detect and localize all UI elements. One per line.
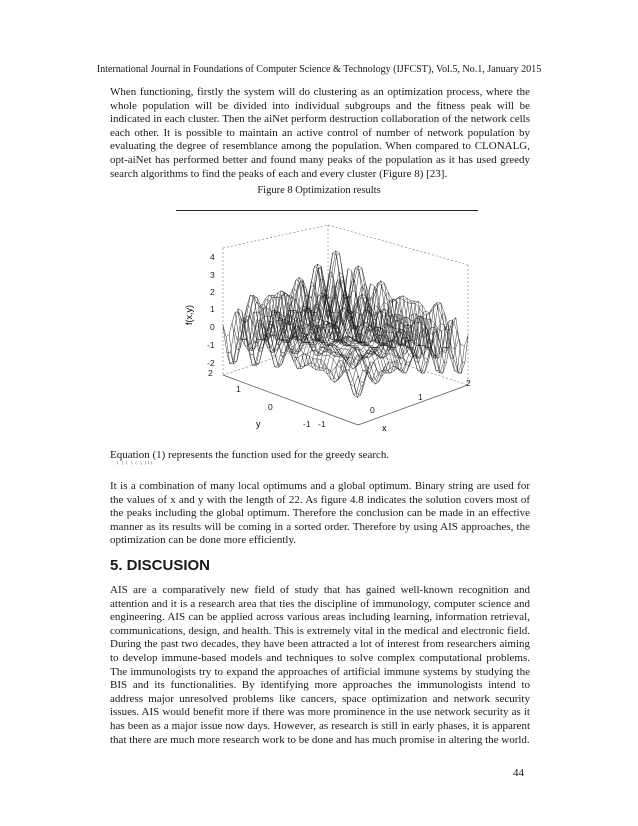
equation-sentence: Equation (1) represents the function used for the greedy search. [110, 449, 390, 461]
equation-fragment: ( ) ( ) ( ) (1) [117, 460, 153, 465]
z-tick-label: 0 [210, 322, 215, 332]
y-tick-label: -1 [303, 419, 311, 429]
x-tick-label: -1 [318, 419, 326, 429]
optimization-surface-plot [178, 220, 478, 440]
z-tick-label: -2 [207, 358, 215, 368]
x-tick-label: 1 [418, 392, 423, 402]
plot-floor-lines [223, 375, 468, 425]
figure-top-rule [176, 210, 478, 211]
page-number: 44 [513, 767, 524, 779]
y-axis-label: y [256, 419, 261, 429]
x-tick-label: 0 [370, 405, 375, 415]
y-tick-label: 2 [208, 368, 213, 378]
x-tick-label: 2 [466, 378, 471, 388]
z-tick-label: 4 [210, 252, 215, 262]
journal-header: International Journal in Foundations of Computer Science & Technology (IJFCST), Vol.5, No.1, January 2015 [96, 64, 542, 75]
mesh-line [227, 295, 337, 364]
mesh-line [238, 251, 348, 320]
surface-mesh [223, 251, 468, 398]
y-tick-label: 1 [236, 384, 241, 394]
x-tick-labels [318, 378, 471, 429]
z-tick-label: -1 [207, 340, 215, 350]
section-title: 5. DISCUSION [110, 557, 211, 574]
figure-caption: Figure 8 Optimization results [257, 185, 381, 196]
z-tick-label: 2 [210, 287, 215, 297]
z-axis-label: f(x,y) [184, 305, 194, 325]
paragraph-discussion: AIS are a comparatively new field of study that has gained well-known recognition and attention and it is a research area that ties the discipline of immunology, computer science and engineering. AIS can be applied across various areas including learning, information retrieval, communications, design, and health. This is extremely vital in the medical and electronic field. During the past two decades, they have been attracted a lot of interest from researchers aiming to develop immune-based models and techniques to solve complex computational problems. The immunologists try to expand the approaches of artificial immune systems by studying the BIS and its functionalities. By identifying more approaches the immunologists intend to address major unresolved problems like cancers, space optimization and network security issues. AIS would benefit more if there was more prominence in the use network security as it has been as a major issue now days. However, as research is still in early phases, it is apparent that there are much more research work to be done and has much promise in altering the world. [110, 584, 530, 746]
paragraph-global-optimum: It is a combination of many local optimums and a global optimum. Binary string are used for the values of x and y with the length of 22. As figure 4.8 indicates the solution covers most of the peaks including the global optimum. Therefore the conclusion can be made in an effective manner as its results will be coming in a sorted order. Therefore by using AIS approaches, the optimization can be done more efficiently. [110, 480, 530, 547]
y-tick-label: 0 [268, 402, 273, 412]
paragraph-clustering: When functioning, firstly the system will do clustering as an optimization process, where the whole population will be divided into individual subgroups and the fitness peak will be indicated in each cluster. Then the aiNet perform destruction collaboration of the network cells each other. It is possible to maintain an active control of number of network population by evaluating the degree of resemblance among the population. When compared to CLONALG, opt-aiNet has performed better and found many peaks of the population as it has used greedy search algorithms to find the peaks of each and every cluster (Figure 8) [23]. [110, 86, 530, 180]
z-tick-label: 3 [210, 270, 215, 280]
z-tick-label: 1 [210, 304, 215, 314]
x-axis-label: x [382, 423, 387, 433]
z-tick-labels [207, 252, 215, 368]
